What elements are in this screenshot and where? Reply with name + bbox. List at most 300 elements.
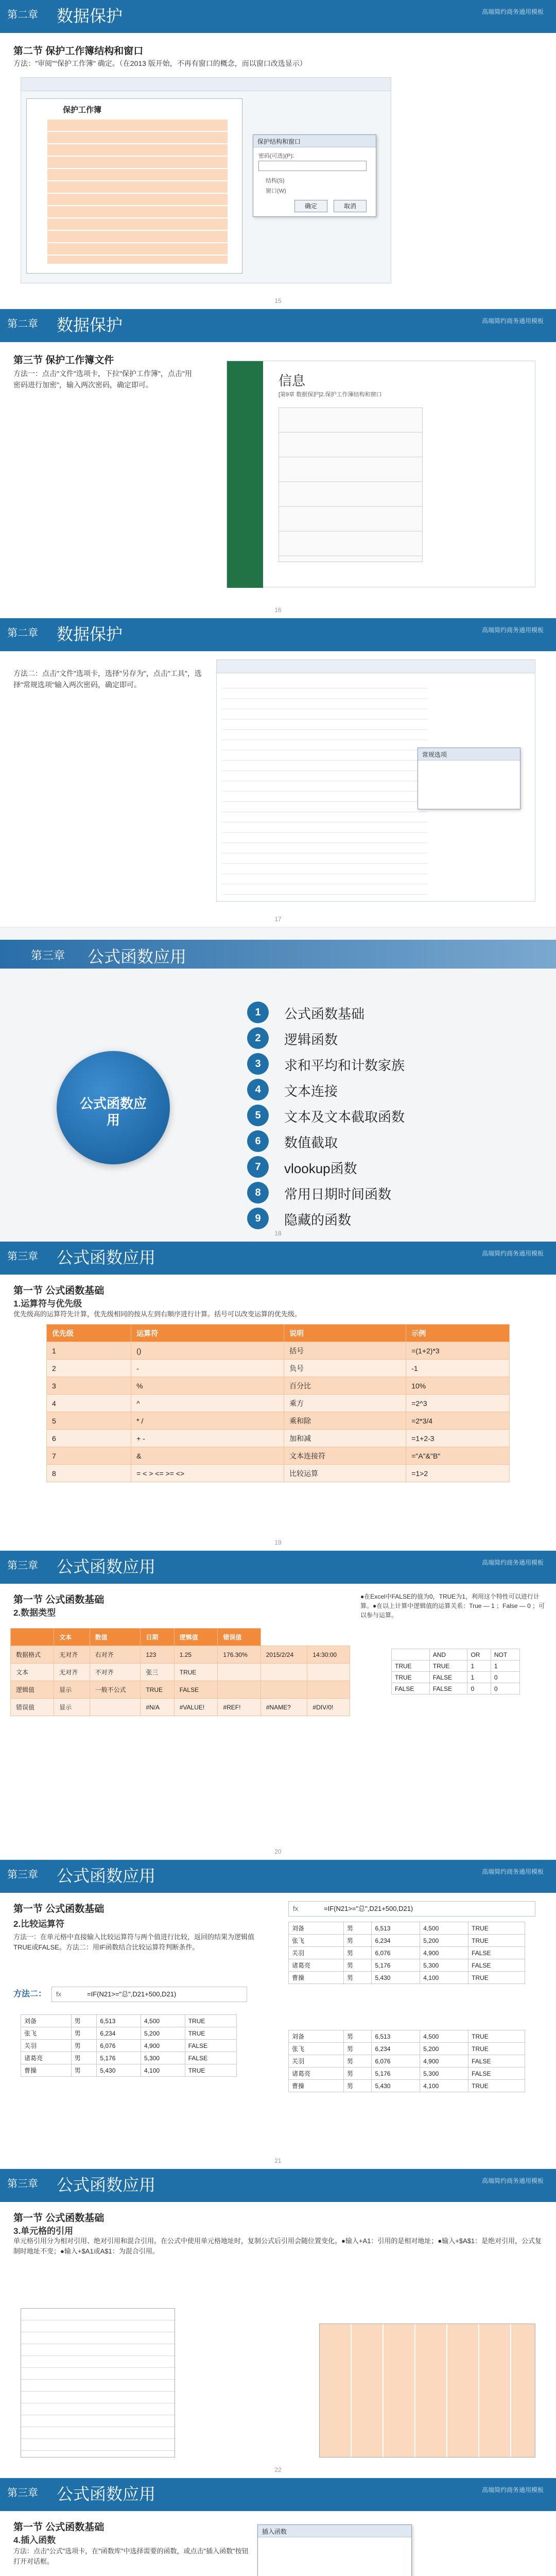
table-cell: 显示 [54,1699,90,1716]
table-cell: 4,100 [420,1972,468,1984]
section-text: 方法："审阅""保护工作簿" 确定。（在2013 版开始，不再有窗口的概念，而以窗口改选显示） [13,59,307,67]
table-cell: TRUE [468,1935,525,1947]
table-cell: 6,076 [372,2055,420,2067]
table-cell: 4,100 [141,2064,185,2077]
table-cell: 5,176 [97,2052,141,2064]
watermark: 高端简约商务通用模板 [481,1559,544,1566]
table-row [47,1395,510,1412]
file-info-screenshot [227,361,535,587]
page-number: 15 [274,297,282,304]
toc-item[interactable] [247,1154,515,1180]
section-title: 第一节 公式函数基础 [13,2522,105,2533]
table-cell: 6,513 [372,1922,420,1935]
table-cell: 1.25 [174,1646,218,1664]
watermark: 高端简约商务通用模板 [481,2177,544,2184]
chapter-header-bar [0,1860,556,1893]
toc-label: 隐藏的函数 [284,1212,352,1228]
table-row [21,2064,237,2077]
table-cell: ="A"&"B" [406,1447,510,1465]
table-cell: #DIV/0! [307,1699,350,1716]
table-row [392,1672,520,1683]
table-cell: TRUE [468,2080,525,2092]
center-title: 公式函数应用 [79,1096,147,1128]
table-cell: TRUE [468,1922,525,1935]
table-cell: * / [131,1412,284,1430]
table-cell: 2 [47,1360,131,1377]
table-cell: 男 [71,2015,97,2027]
table-cell: 6,234 [97,2027,141,2040]
table-cell: TRUE [185,2015,236,2027]
table-cell: 4,500 [420,1922,468,1935]
table-cell: 4 [47,1395,131,1412]
table-cell: -1 [406,1360,510,1377]
table-cell: FALSE [185,2052,236,2064]
page-number: 22 [274,2466,282,2473]
toc-item[interactable] [247,999,515,1025]
toc-label: 文本连接 [284,1083,338,1099]
page-number: 19 [274,1539,282,1546]
table-cell: 5 [47,1412,131,1430]
section-text: 方法一：点击"文件"选项卡，下拉"保护工作簿"，点击"用密码进行加密"，输入两次密码，确定即可。 [13,369,192,389]
sub-title: 2.比较运算符 [13,1919,65,1929]
table-cell: 6,076 [97,2040,141,2052]
chapter-name: 公式函数应用 [57,1557,156,1576]
table-row [289,2080,525,2092]
ribbon [21,78,391,91]
table-cell: + - [131,1430,284,1447]
table-row [289,1922,525,1935]
table-cell: 张飞 [21,2027,72,2040]
table-cell: 负号 [284,1360,406,1377]
chapter-header-bar [0,1242,556,1275]
table-row [289,2043,525,2055]
table-cell: 5,200 [141,2027,185,2040]
table-row [47,1430,510,1447]
chapter-tag: 第三章 [31,949,65,962]
toc-number: 1 [247,1002,269,1023]
table-cell: 男 [343,2067,372,2080]
table-header-cell [392,1649,430,1660]
toc-number: 9 [247,1208,269,1229]
reference-grid-left [21,2308,175,2458]
table-cell [260,1681,307,1699]
table-header-row [11,1629,350,1646]
slide-compare-operators [0,1860,556,2169]
compare-table-right [288,1922,525,1984]
table-header-cell [11,1629,54,1646]
section-title: 第一节 公式函数基础 [13,1285,105,1296]
table-cell: TRUE [174,1664,218,1681]
table-row [289,1959,525,1972]
table-row [21,2040,237,2052]
section-text: 方法二：点击"文件"选项卡，选择"另存为"，点击"工具"，选择"常规选项"输入两次密码，确定即可。 [13,669,202,689]
chapter-header-bar [0,2478,556,2511]
table-cell: 刘备 [289,2030,344,2043]
table-cell: 6,513 [97,2015,141,2027]
slide-data-types [0,1551,556,1860]
chapter-tag: 第三章 [7,2487,38,2499]
table-cell: 5,300 [141,2052,185,2064]
table-cell: 4,900 [420,2055,468,2067]
table-row [289,1947,525,1959]
table-cell: #N/A [141,1699,174,1716]
table-cell: #NAME? [260,1699,307,1716]
table-row [21,2015,237,2027]
note-text: 优先级高的运算符先计算，优先级相同的按从左到右顺序进行计算。括号可以改变运算的优先级。 [13,1310,302,1318]
slide-chapter3-toc [0,927,556,1242]
table-cell: 张飞 [289,2043,344,2055]
table-row [392,1660,520,1672]
chapter-header-bar [0,618,556,651]
table-cell: FALSE [468,1947,525,1959]
dialog-title: 插入函数 [258,2525,411,2537]
toc-label: 公式函数基础 [284,1006,365,1022]
table-cell: 5,430 [372,1972,420,1984]
table-cell: 6,234 [372,2043,420,2055]
table-cell: =(1+2)*3 [406,1342,510,1360]
table-cell: 2015/2/24 [260,1646,307,1664]
table-cell: 男 [343,1947,372,1959]
page-number: 21 [274,2157,282,2164]
table-cell: #VALUE! [174,1699,218,1716]
table-cell: 14:30:00 [307,1646,350,1664]
table-cell [218,1664,260,1681]
table-cell: 男 [343,2080,372,2092]
table-cell: 关羽 [289,2055,344,2067]
table-row [289,2055,525,2067]
table-header-cell: 示例 [406,1325,510,1342]
worksheet [26,98,242,274]
slide-protect-file-method2 [0,618,556,927]
table-header-cell: 逻辑值 [174,1629,218,1646]
table-cell: TRUE [185,2027,236,2040]
toc-number: 6 [247,1130,269,1152]
table-cell: 3 [47,1377,131,1395]
table-row [289,1935,525,1947]
table-row [21,2027,237,2040]
table-cell [218,1681,260,1699]
chapter-tag: 第三章 [7,1560,38,1571]
section-title: 第一节 公式函数基础 [13,1904,105,1914]
table-cell: FALSE [174,1681,218,1699]
table-cell: 关羽 [21,2040,72,2052]
table-cell: TRUE [392,1672,430,1683]
chapter-tag: 第三章 [7,1251,38,1262]
table-cell: 5,430 [372,2080,420,2092]
table-row [47,1465,510,1482]
operator-table [46,1324,510,1482]
table-cell: 诸葛亮 [21,2052,72,2064]
toc-label: 文本及文本截取函数 [284,1109,405,1125]
table-cell: FALSE [468,2067,525,2080]
toc-number: 3 [247,1053,269,1075]
table-cell: FALSE [429,1672,467,1683]
section-text: 单元格引用分为相对引用、绝对引用和混合引用。在公式中使用单元格地址时，复制公式后引用会随位置变化。●输入+A1：引用的是相对地址；●输入+$A$1：是绝对引用，公式复制时地址不变；●输入+$A1或A$1：为混合引用。 [13,2237,542,2255]
table-cell: 乘和除 [284,1412,406,1430]
table-cell: =2*3/4 [406,1412,510,1430]
protect-menu[interactable] [279,408,423,562]
table-cell: ^ [131,1395,284,1412]
table-row [47,1360,510,1377]
reference-grid-right [319,2324,535,2458]
watermark: 高端简约商务通用模板 [481,317,544,325]
file-list [222,679,428,895]
table-cell: 5,200 [420,1935,468,1947]
table-cell: 乘方 [284,1395,406,1412]
table-cell: = < > <= >= <> [131,1465,284,1482]
method-label: 方法二： [13,1990,47,1998]
table-cell [307,1681,350,1699]
table-cell: 6,513 [372,2030,420,2043]
chapter-name: 公式函数应用 [57,2176,156,2194]
table-row [392,1683,520,1694]
table-row [47,1412,510,1430]
table-row [47,1377,510,1395]
table-cell: 176.30% [218,1646,260,1664]
slide-protect-file-method1 [0,309,556,618]
table-header-cell: 优先级 [47,1325,131,1342]
page-number: 18 [274,1230,282,1237]
table-row [289,1972,525,1984]
section-text: 方法一：在单元格中直接输入比较运算符与两个值进行比较，返回的结果为逻辑值TRUE或FALSE。方法二：用IF函数结合比较运算符判断条件。 [13,1933,255,1951]
table-cell: =1>2 [406,1465,510,1482]
table-header-row [392,1649,520,1660]
save-as-screenshot [216,659,535,902]
chapter-name: 数据保护 [57,316,123,334]
table-cell: 文本 [11,1664,54,1681]
table-row [11,1664,350,1681]
table-cell: 男 [71,2064,97,2077]
toc-label: 数值截取 [284,1135,338,1150]
general-options-dialog [418,748,520,809]
slide-protect-workbook-structure [0,0,556,309]
ok-button[interactable]: 确定 [294,200,327,212]
table-cell: 7 [47,1447,131,1465]
chapter-tag: 第二章 [7,318,38,330]
fx-label: fx [56,1990,62,1998]
toc-number: 8 [247,1182,269,1204]
table-cell: 4,900 [420,1947,468,1959]
table-header-cell: 文本 [54,1629,90,1646]
chapter-name: 公式函数应用 [57,1867,156,1885]
table-header-cell: 错误值 [218,1629,260,1646]
formula-bar-left[interactable] [51,1987,247,2002]
logic-mini-table [391,1649,520,1694]
toc-item[interactable] [247,1025,515,1051]
chapter-name: 数据保护 [57,625,123,643]
watermark: 高端简约商务通用模板 [481,1250,544,1257]
toc-item[interactable] [247,1180,515,1206]
table-cell: 0 [491,1683,519,1694]
table-cell: 男 [71,2027,97,2040]
panel-subtitle: [第9章 数据保护]2.保护工作簿结构和窗口 [279,392,382,398]
toc-item[interactable] [247,1128,515,1154]
table-header-cell: AND [429,1649,467,1660]
table-cell: 数据格式 [11,1646,54,1664]
table-cell: 文本连接符 [284,1447,406,1465]
table-cell: () [131,1342,284,1360]
table-cell: 男 [343,2030,372,2043]
table-cell: 关羽 [289,1947,344,1959]
formula-bar-right[interactable] [288,1901,535,1917]
table-cell: TRUE [468,1972,525,1984]
table-cell: 1 [467,1660,491,1672]
watermark: 高端简约商务通用模板 [481,1868,544,1875]
watermark: 高端简约商务通用模板 [481,2486,544,2494]
table-cell: 男 [343,2055,372,2067]
table-cell: TRUE [429,1660,467,1672]
table-row [11,1699,350,1716]
section-title: 第二节 保护工作簿结构和窗口 [13,46,144,57]
page-number: 16 [274,606,282,614]
toc-label: 逻辑函数 [284,1032,338,1047]
table-cell: 加和减 [284,1430,406,1447]
table-cell: 逻辑值 [11,1681,54,1699]
table-cell: - [131,1360,284,1377]
table-cell: 曹操 [289,2080,344,2092]
table-cell: 4,500 [141,2015,185,2027]
table-cell: 4,900 [141,2040,185,2052]
table-cell: 6 [47,1430,131,1447]
chapter-name: 数据保护 [57,7,123,25]
dialog-option-window[interactable]: 窗口(W) [266,188,286,194]
protect-dialog [253,134,376,217]
page-number: 20 [274,1848,282,1855]
section-title: 第三节 保护工作簿文件 [13,355,114,366]
table-cell [260,1664,307,1681]
table-row [11,1681,350,1699]
table-cell: FALSE [429,1683,467,1694]
table-header-cell: OR [467,1649,491,1660]
table-cell: =1+2-3 [406,1430,510,1447]
toc-number: 7 [247,1156,269,1178]
insert-function-dialog [257,2524,412,2576]
explorer-toolbar [217,660,535,673]
excel-screenshot [21,77,391,283]
chapter-header-bar [0,940,556,969]
table-cell: 曹操 [21,2064,72,2077]
dialog-title: 保护结构和窗口 [253,135,376,147]
section-text: 方法：点击"公式"选项卡，在"函数库"中选择需要的函数，或点击"插入函数"按钮打开对话框。 [13,2547,249,2565]
sub-title: 3.单元格的引用 [13,2226,74,2236]
table-cell: 不对齐 [90,1664,141,1681]
table-cell: 0 [467,1683,491,1694]
toc-label: 求和平均和计数家族 [284,1058,405,1073]
chapter-name: 公式函数应用 [57,2485,156,2503]
toc-number: 2 [247,1027,269,1049]
toc-number: 5 [247,1105,269,1126]
dialog-password-label: 密码(可选)(P): [258,153,294,159]
table-cell: 刘备 [21,2015,72,2027]
table-cell: 无对齐 [54,1664,90,1681]
table-row [47,1447,510,1465]
table-cell: 男 [343,1935,372,1947]
section-title: 第一节 公式函数基础 [13,1595,105,1605]
table-cell: 张三 [141,1664,174,1681]
table-cell: 男 [71,2052,97,2064]
table-row [289,2067,525,2080]
table-cell: FALSE [185,2040,236,2052]
table-header-cell: 运算符 [131,1325,284,1342]
table-cell: 比较运算 [284,1465,406,1482]
toc-item[interactable] [247,1206,515,1231]
table-cell: 百分比 [284,1377,406,1395]
chapter-tag: 第二章 [7,9,38,21]
table-cell: 5,430 [97,2064,141,2077]
chapter-header-bar [0,0,556,33]
table-cell: 男 [343,1922,372,1935]
table-cell: 4,100 [420,2080,468,2092]
slide-operators [0,1242,556,1551]
table-cell: TRUE [392,1660,430,1672]
toc-item[interactable] [247,1051,515,1077]
table-cell: 1 [467,1672,491,1683]
formula-text: =IF(N21>="总",D21+500,D21) [87,1990,177,1998]
dialog-password-input[interactable] [258,161,367,171]
table-cell: 显示 [54,1681,90,1699]
page-number: 17 [274,916,282,923]
chapter-header-bar [0,309,556,342]
toc-label: 常用日期时间函数 [284,1187,392,1202]
table-cell [307,1664,350,1681]
orange-table [47,120,228,264]
table-cell: 括号 [284,1342,406,1360]
chapter-header-bar [0,1551,556,1584]
sheet-title: 保护工作簿 [63,106,102,114]
backstage-sidebar [227,361,263,588]
table-cell: 无对齐 [54,1646,90,1664]
table-header-cell: 说明 [284,1325,406,1342]
table-cell: =2^3 [406,1395,510,1412]
sub-title: 4.插入函数 [13,2535,56,2545]
table-row [289,2030,525,2043]
table-cell: % [131,1377,284,1395]
table-cell: 123 [141,1646,174,1664]
table-header-row [47,1325,510,1342]
table-cell: 5,300 [420,2067,468,2080]
panel-title: 信息 [279,373,306,388]
toc-item[interactable] [247,1103,515,1128]
table-cell: 张飞 [289,1935,344,1947]
dialog-title: 常规选项 [418,748,520,760]
table-cell: 5,176 [372,1959,420,1972]
table-cell: TRUE [141,1681,174,1699]
cancel-button[interactable]: 取消 [334,200,367,212]
table-row [11,1646,350,1664]
side-text: ●在Excel中FALSE的值为0，TRUE为1，利用这个特性可以进行计算。●在以上计算中逻辑值的运算关系：True — 1 ；False — 0 ；可以参与运算。 [360,1593,545,1619]
chapter-tag: 第三章 [7,1869,38,1880]
table-cell: 1 [491,1660,519,1672]
dialog-option-structure[interactable]: 结构(S) [266,178,285,184]
table-cell: 10% [406,1377,510,1395]
slide-insert-function [0,2478,556,2576]
table-cell: FALSE [468,1959,525,1972]
table-cell: 5,176 [372,2067,420,2080]
toc-item[interactable] [247,1077,515,1103]
table-cell: TRUE [468,2043,525,2055]
table-cell: 一般不公式 [90,1681,141,1699]
table-cell: 5,200 [420,2043,468,2055]
table-cell: 4,500 [420,2030,468,2043]
table-cell: 诸葛亮 [289,2067,344,2080]
table-cell: FALSE [468,2055,525,2067]
compare-table-right-2 [288,2030,525,2092]
table-cell: 错误值 [11,1699,54,1716]
table-row [21,2052,237,2064]
chapter-name: 公式函数应用 [57,1248,156,1267]
table-row [47,1342,510,1360]
table-header-cell: 数值 [90,1629,141,1646]
